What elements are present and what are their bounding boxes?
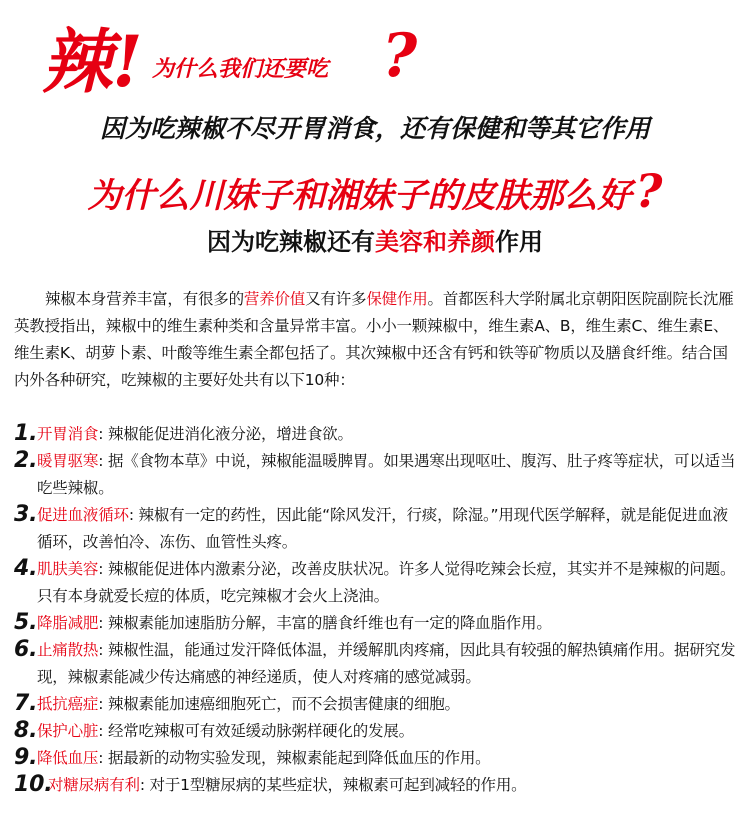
second-answer [0, 224, 750, 260]
list-item [14, 502, 736, 556]
item-title: 暖胃驱寒 [37, 452, 99, 470]
item-number: 5. [14, 610, 38, 635]
item-number: 3. [14, 502, 38, 527]
item-number: 4. [14, 556, 38, 581]
headline-question-mark: ? [382, 21, 418, 91]
list-item [14, 718, 736, 745]
item-description: : 辣椒性温，能通过发汗降低体温，并缓解肌肉疼痛，因此具有较强的解热镇痛作用。据研究发现，辣椒素能减少传达痛感的神经递质，使人对疼痛的感觉减弱。 [37, 641, 736, 686]
benefits-list [14, 421, 736, 799]
intro-part-3: 。首都医科大学附属北京朝阳医院副院长沈雁英教授指出，辣椒中的维生素种类和含量异常丰富。小小一颗辣椒中，维生素A、B，维生素C、维生素E、维生素K、胡萝卜素、叶酸等维生素全都包括了。其次辣椒中还含有钙和铁等矿物质以及膳食纤维。结合国内外各种研究，吃辣椒的主要好处共有以下10种： [14, 290, 734, 389]
second-answer-suffix: 作用 [495, 227, 543, 256]
second-answer-prefix: 因为吃辣椒还有 [207, 227, 375, 256]
item-number: 10. [14, 772, 53, 797]
subheadline-answer: 因为吃辣椒不尽开胃消食，还有保健和等其它作用 [99, 114, 650, 143]
item-description: : 经常吃辣椒可有效延缓动脉粥样硬化的发展。 [98, 722, 414, 740]
list-item [14, 610, 736, 637]
item-title: 肌肤美容 [37, 560, 99, 578]
list-item [14, 637, 736, 691]
second-headline [0, 166, 750, 221]
second-headline-question-mark: ? [635, 164, 663, 218]
item-title: 抵抗癌症 [37, 695, 99, 713]
item-number: 6. [14, 637, 38, 662]
intro-part-2: 又有许多 [305, 290, 367, 308]
item-title: 保护心脏 [37, 722, 99, 740]
headline-question: 为什么我们还要吃 [152, 57, 329, 82]
item-description: : 辣椒能促进消化液分泌，增进食欲。 [98, 425, 353, 443]
list-item [14, 772, 736, 799]
second-answer-highlight: 美容和养颜 [375, 227, 495, 256]
item-number: 9. [14, 745, 38, 770]
list-item [14, 448, 736, 502]
item-number: 2. [14, 448, 38, 473]
headline-big-char: 辣! [42, 20, 143, 103]
item-title: 促进血液循环 [37, 506, 129, 524]
intro-highlight-health: 保健作用 [366, 290, 428, 308]
intro-part-1: 辣椒本身营养丰富，有很多的 [45, 290, 244, 308]
list-item [14, 421, 736, 448]
item-description: : 辣椒能促进体内激素分泌，改善皮肤状况。许多人觉得吃辣会长痘，其实并不是辣椒的问题。只有本身就爱长痘的体质，吃完辣椒才会火上浇油。 [37, 560, 736, 605]
headline-row [0, 22, 750, 102]
item-title: 降脂减肥 [37, 614, 99, 632]
item-description: : 据最新的动物实验发现，辣椒素能起到降低血压的作用。 [98, 749, 491, 767]
intro-highlight-nutrition: 营养价值 [243, 290, 306, 308]
second-headline-text: 为什么川妹子和湘妹子的皮肤那么好 [87, 176, 632, 216]
item-description: : 辣椒有一定的药性，因此能“除风发汗，行痰，除湿。”用现代医学解释，就是能促进血液循环，改善怕冷、冻伤、血管性头疼。 [37, 506, 728, 551]
item-title: 开胃消食 [37, 425, 99, 443]
intro-paragraph [14, 286, 736, 394]
item-description: : 辣椒素能加速脂肪分解，丰富的膳食纤维也有一定的降血脂作用。 [98, 614, 552, 632]
list-item [14, 691, 736, 718]
item-title: 对糖尿病有利 [48, 776, 140, 794]
item-description: : 辣椒素能加速癌细胞死亡，而不会损害健康的细胞。 [98, 695, 460, 713]
item-number: 7. [14, 691, 38, 716]
item-description: : 对于1型糖尿病的某些症状，辣椒素可起到减轻的作用。 [139, 776, 527, 794]
item-number: 8. [14, 718, 38, 743]
item-description: : 据《食物本草》中说，辣椒能温暖脾胃。如果遇寒出现呕吐、腹泻、肚子疼等症状，可以适当吃些辣椒。 [37, 452, 736, 497]
item-number: 1. [14, 421, 38, 446]
list-item [14, 556, 736, 610]
item-title: 止痛散热 [37, 641, 99, 659]
list-item [14, 745, 736, 772]
item-title: 降低血压 [37, 749, 99, 767]
